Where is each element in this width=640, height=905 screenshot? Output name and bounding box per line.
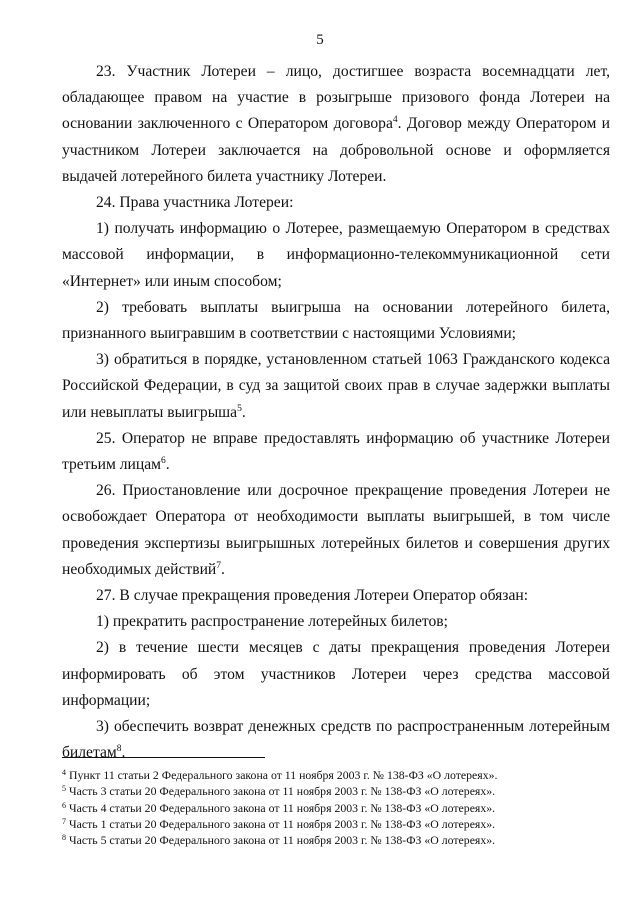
footnote-ref[interactable]: 5 xyxy=(237,403,242,414)
paragraph xyxy=(62,295,610,347)
paragraph-text: 1) прекратить распространение лотерейных билетов; xyxy=(96,613,448,631)
paragraph-text: 2) требовать выплаты выигрыша на основании лотерейного билета, признанного выигравшим в соответствии с настоящими Условиями; xyxy=(62,298,610,343)
paragraph-text: 26. Приостановление или досрочное прекращение проведения Лотереи не освобождает Оператора от необходимости выплаты выигрышей, в том числе проведения экспертизы выигрышных лотерейных билетов и совершения других необходимых действий xyxy=(62,482,610,578)
paragraph-text: 3) обеспечить возврат денежных средств по распространенным лотерейным билетам xyxy=(62,718,610,762)
footnote xyxy=(62,832,610,848)
footnote-ref[interactable]: 8 xyxy=(116,744,122,755)
footnote-number: 8 xyxy=(62,833,66,843)
footnote-number: 6 xyxy=(62,800,66,810)
paragraph-text: . Договор между Оператором и участником Лотереи заключается на добровольной основе и оформляется выдачей лотерейного билета участнику Лотереи. xyxy=(62,115,610,185)
footnote-text: Часть 1 статьи 20 Федерального закона от 11 ноября 2003 г. № 138-ФЗ «О лотереях». xyxy=(66,816,496,831)
paragraph-text: 3) обратиться в порядке, установленном статьей 1063 Гражданского кодекса Российской Федерации, в суд за защитой своих прав в случае задержки выплаты или невыплаты выигрыша xyxy=(62,351,610,421)
paragraph xyxy=(62,714,610,766)
paragraph xyxy=(62,216,610,295)
paragraph-text: . xyxy=(165,456,170,474)
footnote xyxy=(62,783,610,799)
paragraph-text: . xyxy=(221,560,225,578)
paragraph xyxy=(62,59,610,190)
document-body xyxy=(62,59,610,766)
paragraph-text: 2) в течение шести месяцев с даты прекращения проведения Лотереи информировать об этом участников Лотереи через средства массовой информации; xyxy=(62,639,610,709)
footnotes xyxy=(62,767,610,848)
paragraph-text: . xyxy=(241,403,246,421)
footnote-text: Часть 5 статьи 20 Федерального закона от 11 ноября 2003 г. № 138-ФЗ «О лотереях». xyxy=(66,833,496,848)
footnote xyxy=(62,800,610,816)
footnote-number: 7 xyxy=(62,816,66,826)
footnote-number: 4 xyxy=(62,768,66,777)
paragraph-text: 27. В случае прекращения проведения Лотереи Оператор обязан: xyxy=(96,587,529,605)
paragraph-text: . xyxy=(121,744,126,762)
paragraph-text: 24. Права участника Лотереи: xyxy=(96,194,294,212)
footnote-ref[interactable]: 7 xyxy=(216,560,222,571)
paragraph xyxy=(62,190,610,216)
paragraph-text: 23. Участник Лотереи – лицо, достигшее возраста восемнадцати лет, обладающее правом на участие в розыгрыше призового фонда Лотереи на основании заключенного с Оператором договора xyxy=(62,63,610,133)
footnote-number: 5 xyxy=(62,784,66,794)
footnote xyxy=(62,816,610,832)
paragraph-text: 1) получать информацию о Лотерее, размещаемую Оператором в средствах массовой информации, в информационно-телекоммуникационной сети «Интернет» или иным способом; xyxy=(62,220,610,290)
paragraph-text: 25. Оператор не вправе предоставлять информацию об участнике Лотереи третьим лицам xyxy=(62,429,610,474)
footnote-text: Часть 3 статьи 20 Федерального закона от 11 ноября 2003 г. № 138-ФЗ «О лотереях». xyxy=(66,784,496,799)
footnote xyxy=(62,767,610,783)
footnote-divider xyxy=(62,757,265,758)
paragraph xyxy=(62,635,610,714)
footnote-text: Часть 4 статьи 20 Федерального закона от 11 ноября 2003 г. № 138-ФЗ «О лотереях». xyxy=(66,800,496,815)
footnote-text: Пункт 11 статьи 2 Федерального закона от 11 ноября 2003 г. № 138-ФЗ «О лотереях». xyxy=(66,768,498,782)
footnote-ref[interactable]: 4 xyxy=(392,115,398,126)
footnote-ref[interactable]: 6 xyxy=(161,456,166,467)
paragraph xyxy=(62,609,610,635)
page-number: 5 xyxy=(316,32,324,48)
paragraph xyxy=(62,478,610,583)
paragraph xyxy=(62,347,610,426)
paragraph xyxy=(62,583,610,609)
paragraph xyxy=(62,426,610,478)
